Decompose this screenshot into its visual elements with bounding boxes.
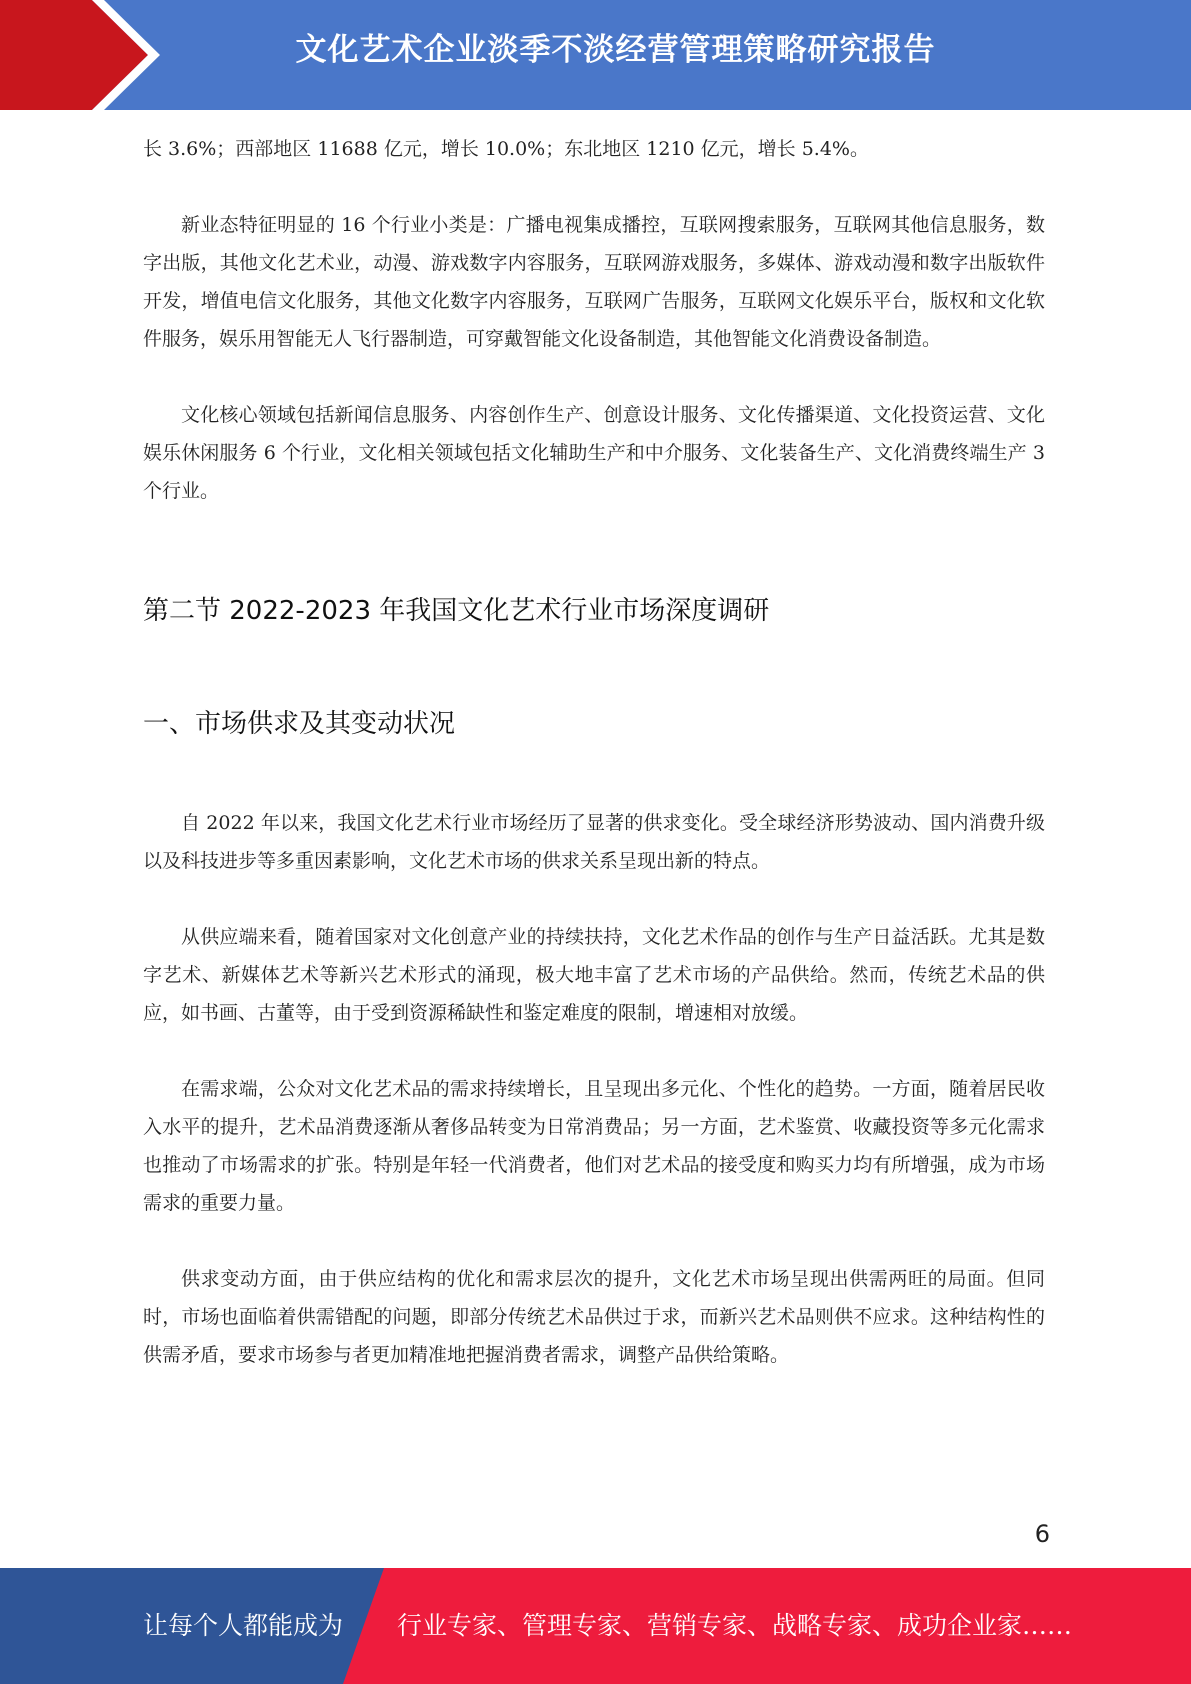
document-body	[143, 130, 1045, 1374]
page-number: 6	[1034, 1520, 1050, 1548]
subsection-title: 一、市场供求及其变动状况	[143, 709, 456, 739]
paragraph-supply-side: 从供应端来看，随着国家对文化创意产业的持续扶持，文化艺术作品的创作与生产日益活跃。尤其是数字艺术、新媒体艺术等新兴艺术形式的涌现，极大地丰富了艺术市场的产品供给。然而，传统艺术品的供应，如书画、古董等，由于受到资源稀缺性和鉴定难度的限制，增速相对放缓。	[143, 926, 1045, 1024]
footer-slogan-right: 行业专家、管理专家、营销专家、战略专家、成功企业家……	[397, 1611, 1073, 1640]
paragraph-demand-side: 在需求端，公众对文化艺术品的需求持续增长，且呈现出多元化、个性化的趋势。一方面，随着居民收入水平的提升，艺术品消费逐渐从奢侈品转变为日常消费品；另一方面，艺术鉴赏、收藏投资等多元化需求也推动了市场需求的扩张。特别是年轻一代消费者，他们对艺术品的接受度和购买力均有所增强，成为市场需求的重要力量。	[143, 1078, 1045, 1214]
section-title: 第二节 2022-2023 年我国文化艺术行业市场深度调研	[143, 596, 770, 626]
report-title: 文化艺术企业淡季不淡经营管理策略研究报告	[295, 32, 936, 68]
page-header	[0, 0, 1191, 110]
page-footer	[0, 1568, 1191, 1684]
paragraph-core-fields: 文化核心领域包括新闻信息服务、内容创作生产、创意设计服务、文化传播渠道、文化投资运营、文化娱乐休闲服务 6 个行业，文化相关领域包括文化辅助生产和中介服务、文化装备生产、文化消费终端生产 3 个行业。	[143, 404, 1045, 502]
paragraph-supply-demand-change: 供求变动方面，由于供应结构的优化和需求层次的提升，文化艺术市场呈现出供需两旺的局面。但同时，市场也面临着供需错配的问题，即部分传统艺术品供过于求，而新兴艺术品则供不应求。这种结构性的供需矛盾，要求市场参与者更加精准地把握消费者需求，调整产品供给策略。	[143, 1268, 1045, 1366]
footer-slogan-left: 让每个人都能成为	[143, 1611, 344, 1640]
paragraph-market-overview: 自 2022 年以来，我国文化艺术行业市场经历了显著的供求变化。受全球经济形势波动、国内消费升级以及科技进步等多重因素影响，文化艺术市场的供求关系呈现出新的特点。	[143, 812, 1045, 872]
paragraph-new-business-forms: 新业态特征明显的 16 个行业小类是：广播电视集成播控，互联网搜索服务，互联网其他信息服务，数字出版，其他文化艺术业，动漫、游戏数字内容服务，互联网游戏服务，多媒体、游戏动漫和数字出版软件开发，增值电信文化服务，其他文化数字内容服务，互联网广告服务，互联网文化娱乐平台，版权和文化软件服务，娱乐用智能无人飞行器制造，可穿戴智能文化设备制造，其他智能文化消费设备制造。	[143, 214, 1045, 350]
paragraph-continued: 长 3.6%；西部地区 11688 亿元，增长 10.0%；东北地区 1210 亿元，增长 5.4%。	[143, 138, 869, 160]
